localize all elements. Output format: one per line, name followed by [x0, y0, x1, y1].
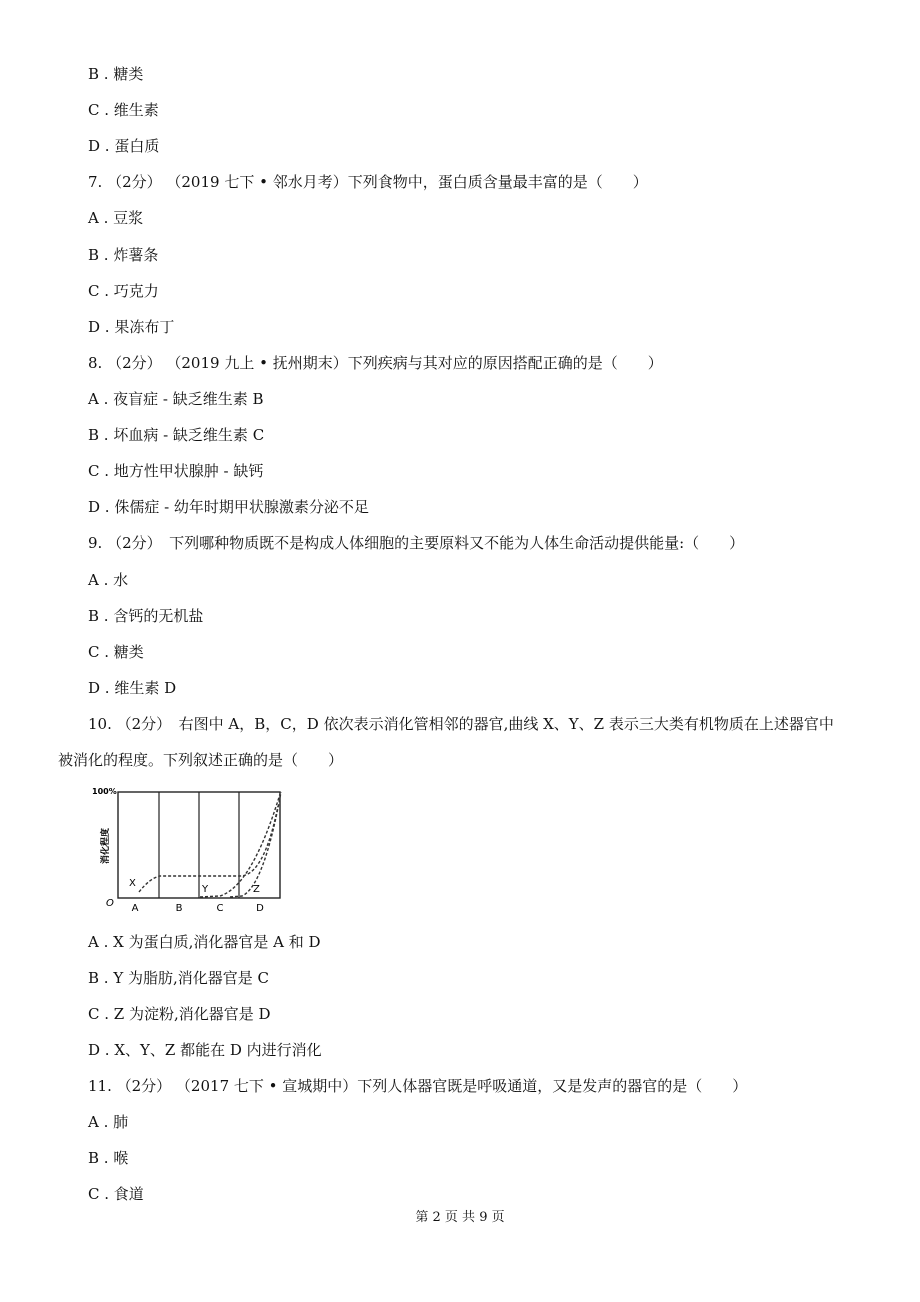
- question-10-continued: 被消化的程度。下列叙述正确的是（ ）: [58, 751, 344, 769]
- question-10: 10. （2分） 右图中 A，B，C，D 依次表示消化管相邻的器官,曲线 X、Y、Z 表示三大类有机物质在上述器官中: [88, 715, 834, 733]
- digestion-figure: [92, 784, 292, 916]
- option-line: B . 炸薯条: [88, 246, 159, 264]
- option-line: A . 肺: [88, 1113, 129, 1131]
- organ-label-b: B: [175, 903, 183, 914]
- curve-label-x: X: [129, 878, 136, 889]
- option-line: C . 食道: [88, 1185, 144, 1203]
- option-line: C . 地方性甲状腺肿 - 缺钙: [88, 462, 264, 480]
- option-line: A . 豆浆: [88, 209, 144, 227]
- option-line: B . 喉: [88, 1149, 129, 1167]
- option-line: A . X 为蛋白质,消化器官是 A 和 D: [88, 933, 321, 951]
- option-line: C . 糖类: [88, 643, 144, 661]
- y-axis-label: 消化程度: [101, 827, 111, 865]
- option-line: C . 维生素: [88, 101, 159, 119]
- question-8: 8. （2分） （2019 九上 • 抚州期末）下列疾病与其对应的原因搭配正确的是（ ）: [88, 354, 663, 372]
- option-line: D . X、Y、Z 都能在 D 内进行消化: [88, 1041, 322, 1059]
- curve-z: [230, 792, 281, 897]
- origin-label: O: [106, 898, 114, 909]
- option-line: B . Y 为脂肪,消化器官是 C: [88, 969, 270, 987]
- curve-label-z: Z: [253, 884, 260, 895]
- option-line: D . 侏儒症 - 幼年时期甲状腺激素分泌不足: [88, 498, 369, 516]
- page-footer: 第 2 页 共 9 页: [415, 1210, 505, 1225]
- option-line: A . 夜盲症 - 缺乏维生素 B: [88, 390, 264, 408]
- organ-label-c: C: [216, 903, 224, 914]
- question-9: 9. （2分） 下列哪种物质既不是构成人体细胞的主要原料又不能为人体生命活动提供能量:（ ）: [88, 534, 745, 552]
- option-line: D . 蛋白质: [88, 137, 160, 155]
- organ-label-a: A: [131, 903, 139, 914]
- organ-label-d: D: [256, 903, 264, 914]
- option-line: D . 果冻布丁: [88, 318, 175, 336]
- option-line: B . 含钙的无机盐: [88, 607, 204, 625]
- option-line: D . 维生素 D: [88, 679, 177, 697]
- option-line: B . 糖类: [88, 65, 144, 83]
- y-top-label: 100%: [92, 787, 117, 796]
- curve-label-y: Y: [202, 884, 209, 895]
- option-line: C . 巧克力: [88, 282, 159, 300]
- option-line: A . 水: [88, 571, 129, 589]
- option-line: B . 坏血病 - 缺乏维生素 C: [88, 426, 265, 444]
- question-7: 7. （2分） （2019 七下 • 邻水月考）下列食物中，蛋白质含量最丰富的是（ ）: [88, 173, 648, 191]
- question-11: 11. （2分） （2017 七下 • 宣城期中）下列人体器官既是呼吸通道，又是发声的器官的是（ ）: [88, 1077, 748, 1095]
- option-line: C . Z 为淀粉,消化器官是 D: [88, 1005, 271, 1023]
